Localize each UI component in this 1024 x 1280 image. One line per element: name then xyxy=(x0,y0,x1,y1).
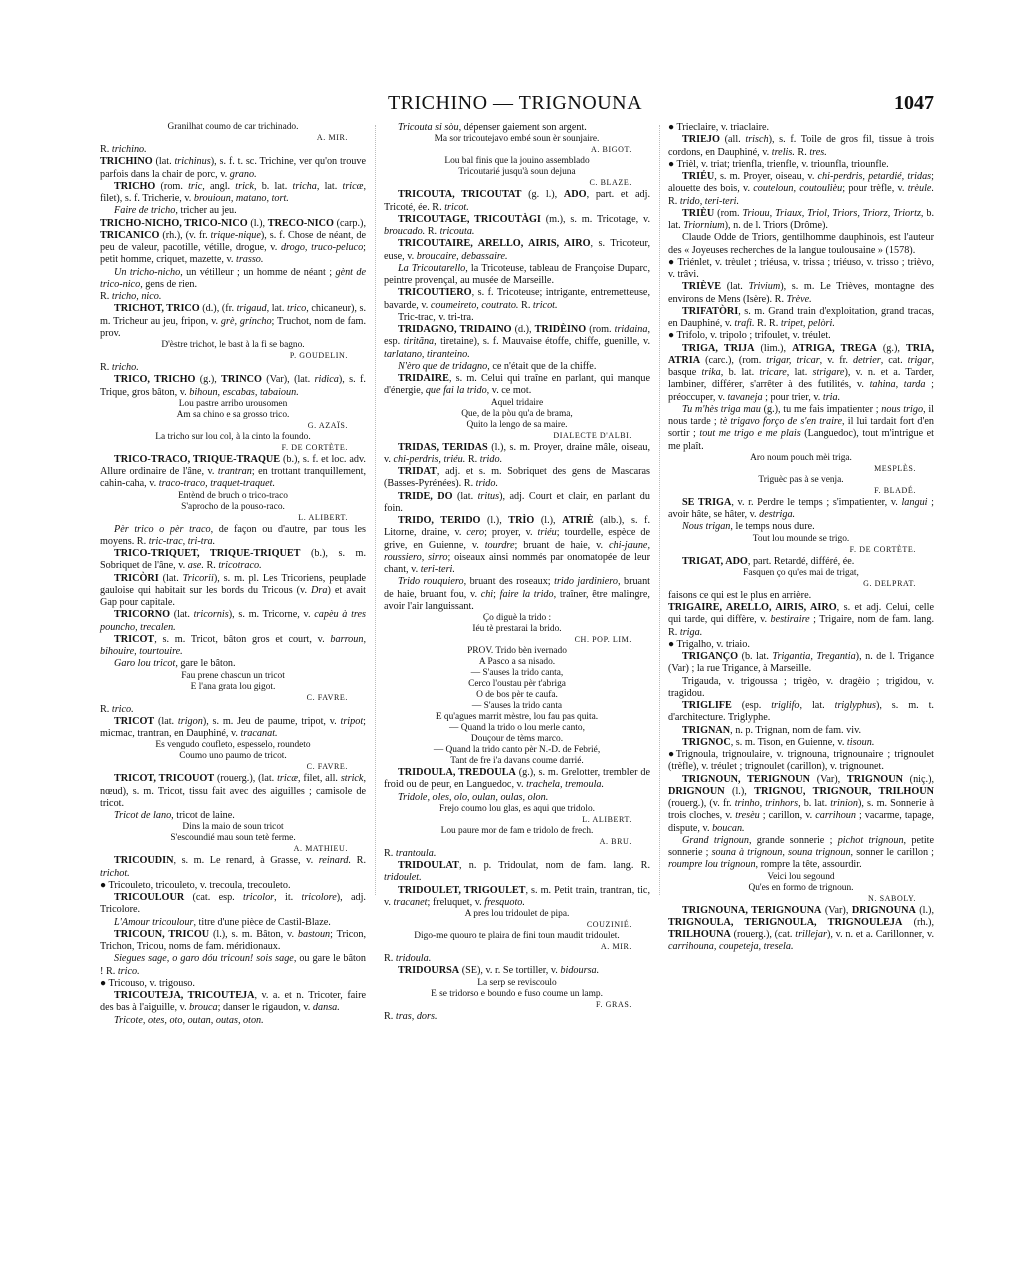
dictionary-entry: Trido rouquiero, bruant des roseaux; trido jardiniero, bruant de haie, bruant fou, v. chi; faire la trido, traîner, être malingre, avoir l'air languissant. xyxy=(384,576,650,612)
dictionary-entry: TRICOUTIERO, s. f. Tricoteuse; intrigante, entremetteuse, bavarde, v. coumeireto, coutrato. R. tricot. xyxy=(384,287,650,311)
page-number: 1047 xyxy=(894,92,934,114)
quotation-line: Veici lou segound xyxy=(767,871,835,882)
dictionary-entry: TRIDAT, adj. et s. m. Sobriquet des gens de Mascaras (Basses-Pyrénées). R. trido. xyxy=(384,466,650,490)
dictionary-entry: Tricot de lano, tricot de laine. xyxy=(114,810,235,821)
quotation-line: Dins la maio de soun tricot xyxy=(182,822,284,833)
dictionary-entry: TRIDAGNO, TRIDAINO (d.), TRIDÈINO (rom. tridaina, esp. tiritãna, tiretaine), s. f. Mauvaise étoffe, chiffe, guenille, v. tarlatano, tiranteino. xyxy=(384,324,650,360)
quotation-author: F. DE CORTÈTE. xyxy=(849,544,916,554)
dictionary-entry: TRICOUTAGE, TRICOUTÀGI (m.), s. m. Tricotage, v. broucado. R. tricouta. xyxy=(384,213,650,237)
quotation-author: A. BRU. xyxy=(599,836,632,846)
quotation-line: Tricoutarié jusqu'à soun dejuna xyxy=(458,167,576,178)
quotation-author: F. DE CORTÈTE. xyxy=(281,442,348,452)
column-left xyxy=(100,122,366,1027)
dictionary-entry: TRICOUTEJA, TRICOUTEJA, v. a. et n. Tricoter, faire des bas à l'aiguille, v. brouca; danser le rigaudon, v. dansa. xyxy=(100,990,366,1014)
quotation-line: Tout lou mounde se trigo. xyxy=(752,533,850,544)
dictionary-entry: TRICOULOUR (cat. esp. tricolor, it. tricolore), adj. Tricolore. xyxy=(100,892,366,916)
dictionary-entry: ●Trignoula, trignoulaire, v. trignouna, trignounaire ; trignoulet (trèfle), v. tréulet ; trignoulet (carillon), v. trignounet. xyxy=(668,749,934,773)
quotation-line: — S'auses la trido canta xyxy=(471,701,563,711)
dictionary-entry: Grand trignoun, grande sonnerie ; pichot trignoun, petite sonnerie ; souna à trignoun, souna trignoun, sonner le carillon ; roumpre lou trignoun, rompre la tête, assourdir. xyxy=(668,834,935,871)
dictionary-entry: TRIDO, TERIDO (l.), TRÌO (l.), ATRIÈ (alb.), s. f. Litorne, draine, v. cero; proyer, v. triéu; tourdelle, espèce de grive, en Guienne, v. tourdre; bruant de haie, v. chi-jaune, roussiero, sirro; oiseaux ainsi nommés par onomatopée de leur chant, v. teri-teri. xyxy=(384,515,650,575)
dictionary-entry: TRIDOURSA (SE), v. r. Se tortiller, v. bidoursa. xyxy=(398,965,600,977)
quotation-line: Aro noum pouch mèi triga. xyxy=(750,452,852,463)
dictionary-entry: R. tras, dors. xyxy=(384,1010,438,1022)
dictionary-entry: Claude Odde de Triors, gentilhomme dauphinois, est l'auteur des « Joyeuses recherches de la langue toulousaine » (1578). xyxy=(668,232,934,256)
dictionary-entry: TRIDAS, TERIDAS (l.), s. m. Proyer, draine mâle, oiseau, v. chi-perdris, triéu. R. trido. xyxy=(384,441,650,465)
quotation-author: MESPLÈS. xyxy=(874,463,916,473)
dictionary-entry: TRIDOULAT, n. p. Tridoulat, nom de fam. lang. R. tridoulet. xyxy=(384,860,650,884)
quotation-author: CH. POP. LIM. xyxy=(574,635,632,644)
dictionary-entry: L'Amour tricoulour, titre d'une pièce de Castil-Blaze. xyxy=(114,916,331,928)
column-right xyxy=(668,122,934,954)
page-header xyxy=(100,92,934,122)
dictionary-entry: TRIEJO (all. trisch), s. f. Toile de gros fil, tissue à trois cordons, en Dauphiné, v. trelis. R. tres. xyxy=(668,134,934,158)
dictionary-entry: ● Triénlet, v. trèulet ; triéusa, v. trissa ; triéuso, v. trisso ; trièvo, v. trâvi. xyxy=(668,256,934,280)
quotation-line: Ma sor tricoutejavo embé soun èr sounjaire. xyxy=(434,134,600,145)
quotation-author: F. GRAS. xyxy=(596,999,632,1009)
quotation-line: Lou pastre arribo urousomen xyxy=(178,398,288,409)
dictionary-entry: TRIDOULET, TRIGOULET, s. m. Petit train, trantran, tic, v. tracanet; freluquet, v. fresquoto. xyxy=(384,884,650,908)
dictionary-entry: R. trichino. xyxy=(100,144,147,155)
dictionary-entry: TRIDE, DO (lat. tritus), adj. Court et clair, en parlant du foin. xyxy=(384,490,650,514)
dictionary-entry: TRICOT, s. m. Tricot, bâton gros et court, v. barroun, bihouire, tourtouire. xyxy=(100,633,366,657)
quotation-author: F. BLADÉ. xyxy=(874,485,916,495)
quotation-line: Douçour de tèms marco. xyxy=(470,734,564,744)
column-divider xyxy=(375,125,376,895)
dictionary-entry: Pèr trico o pèr traco, de façon ou d'autre, par tous les moyens. R. tric-trac, tri-tra. xyxy=(100,523,366,547)
dictionary-entry: TRIGLIFE (esp. triglifo, lat. triglyphus), s. m. t. d'architecture. Triglyphe. xyxy=(668,700,934,724)
dictionary-entry: TRICHO (rom. tric, angl. trick, b. lat. tricha, lat. tricæ, filet), s. f. Tricherie, v. brouioun, matano, tort. xyxy=(100,180,367,204)
dictionary-entry: Tricote, otes, oto, outan, outas, oton. xyxy=(114,1014,264,1026)
dictionary-entry: TRICHOT, TRICO (d.), (fr. trigaud, lat. trico, chicaneur), s. m. Tricheur au jeu, fripon, v. grè, gríncho; Truchot, nom de fam. prov. xyxy=(100,303,367,339)
quotation-line: O de bos pèr te caufa. xyxy=(476,690,558,700)
dictionary-entry: TRIGNOUN, TERIGNOUN (Var), TRIGNOUN (niç.), DRIGNOUN (l.), TRIGNOU, TRIGNOUR, TRILHOUN (rouerg.), (v. fr. trinho, trinhors, b. lat. trinion), s. m. Sonnerie à trois cloches, v. tresèu ; carillon, v. carrihoun ; vacarme, tapage, dispute, v. boucan. xyxy=(668,773,935,834)
dictionary-entry: R. tricho, nico. xyxy=(100,291,162,302)
quotation-author: N. SABOLY. xyxy=(868,893,916,903)
dictionary-entry: TRIGNOUNA, TERIGNOUNA (Var), DRIGNOUNA (l.), TRIGNOULA, TERIGNOULA, TRIGNOULEJA (rh.), TRILHOUNA (rouerg.), (cat. trillejar), v. n. et a. Carillonner, v. carrihouna, coupeteja, tresela. xyxy=(668,904,934,953)
dictionary-entry: ● Tricouleto, tricouleto, v. trecoula, trecouleto. xyxy=(100,879,291,891)
dictionary-entry: ● Trièl, v. triat; trienfla, trienfle, v. triounfla, triounfle. xyxy=(668,158,889,170)
quotation-line: Aquel tridaire xyxy=(490,397,544,408)
quotation-line: Ço diguè la trido : xyxy=(482,613,552,623)
dictionary-entry: TRIGNAN, n. p. Trignan, nom de fam. viv. xyxy=(682,724,862,736)
dictionary-entry: TRIÉU, s. m. Proyer, oiseau, v. chi-perdris, petardié, tridas; alouette des bois, v. couteloun, coutoulièu; pour trèfle, v. trèule. R. trido, teri-teri. xyxy=(668,171,934,207)
dictionary-entry: TRIGANÇO (b. lat. Trigantia, Tregantia), n. de l. Trigance (Var) ; la rue Trigance, à Marseille. xyxy=(668,651,935,675)
column-middle xyxy=(384,122,650,1023)
quotation-line: La tricho sur lou col, à la cinto la foundo. xyxy=(155,431,311,442)
dictionary-entry: TRICOUTA, TRICOUTAT (g. l.), ADO, part. et adj. Tricoté, ée. R. tricot. xyxy=(384,189,650,213)
dictionary-entry: Faire de tricho, tricher au jeu. xyxy=(114,205,237,217)
quotation-author: A. MATHIEU. xyxy=(293,844,348,854)
quotation-author: A. MIR. xyxy=(600,942,632,951)
dictionary-entry: Garo lou tricot, gare le bâton. xyxy=(114,658,236,670)
quotation-line: Iéu tè prestarai la brido. xyxy=(472,624,562,634)
quotation-line: S'aprocho de la pouso-raco. xyxy=(181,501,285,512)
quotation-line: — Quand la trido canto pèr N.-D. de Febrié, xyxy=(433,745,601,755)
dictionary-entry: Un tricho-nicho, un vétilleur ; un homme de néant ; gènt de trico-nico, gens de rien. xyxy=(100,266,367,290)
quotation-line: — S'auses la trido canta, xyxy=(470,668,564,678)
dictionary-entry: TRIGAT, ADO, part. Retardé, différé, ée. xyxy=(682,555,855,567)
dictionary-entry: Siegues sage, o garo dóu tricoun! sois sage, ou gare le bâton ! R. trico. xyxy=(100,953,366,977)
dictionary-entry: TRICOUDIN, s. m. Le renard, à Grasse, v. reinard. R. trichot. xyxy=(100,855,367,879)
quotation-author: A. MIR. xyxy=(316,133,348,142)
dictionary-entry: TRICO-TRACO, TRIQUE-TRAQUE (b.), s. f. et loc. adv. Allure ordinaire de l'âne, v. trantran; en trottant tranquillement, cahin-caha, v. traco-traco, traquet-traquet. xyxy=(100,453,366,490)
quotation-line: A pres lou tridoulet de pipa. xyxy=(464,909,570,919)
quotation-author: C. BLAZE. xyxy=(589,178,632,188)
dictionary-entry: TRIÈVE (lat. Trivium), s. m. Le Trièves, montagne des environs de Mens (Isère). R. Trève. xyxy=(668,281,934,305)
quotation-line: Tant de fre i'a davans coume darrié. xyxy=(450,756,584,766)
quotation-line: PROV. Trido bèn ivernado xyxy=(467,646,567,656)
dictionary-entry: R. tricho. xyxy=(100,362,139,373)
dictionary-entry: Nous trigan, le temps nous dure. xyxy=(682,521,815,533)
dictionary-entry: R. tridoula. xyxy=(384,953,432,964)
dictionary-entry: TRICO, TRICHO (g.), TRINCO (Var), (lat. ridica), s. f. Trique, gros bâton, v. bihoun, escabas, tabaioun. xyxy=(100,374,366,398)
quotation-line: Coumo uno paumo de tricot. xyxy=(179,751,287,762)
quotation-line: Lou paure mor de fam e tridolo de frech. xyxy=(440,825,594,836)
quotation-line: La serp se reviscoulo xyxy=(477,977,557,988)
dictionary-entry: R. trico. xyxy=(100,703,134,715)
dictionary-entry: TRIDAIRE, s. m. Celui qui traîne en parlant, qui manque d'énergie, que fai la trido, v. ce mot. xyxy=(384,373,650,397)
quotation-author: G. AZAÏS. xyxy=(307,420,348,430)
dictionary-entry: TRICOT, TRICOUOT (rouerg.), (lat. tricæ, filet, all. strick, nœud), s. m. Tricot, tissu fait avec des aiguilles ; camisole de tricot. xyxy=(100,773,366,809)
dictionary-entry: ● Tricouso, v. trigouso. xyxy=(100,977,195,989)
quotation-line: Frejo coumo lou glas, es aqui que tridolo. xyxy=(439,803,595,814)
quotation-line: S'escoundié mau soun tetè ferme. xyxy=(170,833,296,844)
quotation-line: Triguèc pas à se venja. xyxy=(758,474,844,485)
quotation-line: Granilhat coumo de car trichinado. xyxy=(167,122,299,132)
quotation-line: Am sa chino e sa grosso trico. xyxy=(176,409,290,420)
dictionary-entry: TRICHINO (lat. trichinus), s. f. t. sc. Trichine, ver qu'on trouve parfois dans la chair de porc, v. grano. xyxy=(100,156,366,180)
quotation-line: E se tridorso e boundo e fuso coume un lamp. xyxy=(431,988,603,999)
dictionary-entry: TRIDOULA, TREDOULA (g.), s. m. Grelotter, trembler de froid ou de peur, en Languedoc, v. trachela, tremoula. xyxy=(384,767,650,791)
quotation-author: P. GOUDELIN. xyxy=(289,351,348,360)
quotation-line: Es vengudo coufleto, espesselo, roundeto xyxy=(155,740,311,751)
dictionary-entry: TRICORNO (lat. tricornis), s. m. Tricorne, v. capèu à tres pouncho, trecalen. xyxy=(100,609,366,633)
dictionary-entry: TRIGA, TRIJA (lim.), ATRIGA, TREGA (g.), TRIA, ATRIA (carc.), (rom. trigar, tricar, v. fr. detrier, cat. trigar, basque trika, b. lat. tricare, lat. strigare), v. n. et a. Tarder, lambiner, différer, s'arrêter à des futilités, v. tahina, tarda ; préoccuper, v. tavaneja ; pour trier, v. tria. xyxy=(668,342,935,403)
quotation-author: COUZINIÉ. xyxy=(586,920,632,929)
quotation-line: — Quand la trido o lou merle canto, xyxy=(449,723,585,733)
dictionary-entry: TRIÈU (rom. Triouu, Triaux, Triol, Triors, Triorz, Triortz, b. lat. Triornium), n. de l. Triors (Drôme). xyxy=(668,207,935,231)
quotation-line: Cerco l'oustau pèr t'abriga xyxy=(468,679,566,689)
column-divider xyxy=(659,125,660,895)
dictionary-entry: Tridole, oles, olo, oulan, oulas, olon. xyxy=(398,791,549,803)
dictionary-entry: TRIFATÒRI, s. m. Grand train d'exploitation, grand tracas, en Dauphiné, v. trafi. R. R. tripet, pelòri. xyxy=(668,305,934,329)
quotation-author: L. ALIBERT. xyxy=(298,512,348,522)
dictionary-entry: Tricouta si sòu, dépenser gaiement son argent. xyxy=(398,122,587,133)
dictionary-entry: TRIGNOC, s. m. Tison, en Guienne, v. tisoun. xyxy=(682,736,875,748)
dictionary-entry: TRICOT (lat. trigon), s. m. Jeu de paume, tripot, v. tripot; micmac, trantran, en Dauphiné, v. tracanat. xyxy=(100,715,367,739)
quotation-author: DIALECTE D'ALBI. xyxy=(553,430,632,440)
quotation-author: G. DELPRAT. xyxy=(863,578,916,588)
dictionary-entry: SE TRIGA, v. r. Perdre le temps ; s'impatienter, v. langui ; avoir hâte, se hâter, v. destriga. xyxy=(668,496,934,520)
quotation-author: C. FAVRE. xyxy=(306,762,348,772)
dictionary-entry: TRICOUTAIRE, ARELLO, AIRIS, AIRO, s. Tricoteur, euse, v. broucaire, debassaire. xyxy=(384,238,650,262)
running-title: TRICHINO — TRIGNOUNA xyxy=(387,92,643,114)
quotation-line: D'èstre trichot, le bast à la fi se bagno. xyxy=(161,340,305,350)
dictionary-entry: Tu m'hès triga mau (g.), tu me fais impatienter ; nous trigo, il nous tarde ; tè trigavo forço de s'en traire, il lui tardait fort d'en sortir ; tout me trigo e me plais (Languedoc), tout m'intrigue et me plaît. xyxy=(668,403,935,452)
quotation-line: Digo-me quouro te plaira de fini toun maudit tridoulet. xyxy=(414,931,620,941)
quotation-author: L. ALIBERT. xyxy=(582,814,632,824)
quotation-author: C. FAVRE. xyxy=(306,692,348,702)
quotation-line: E l'ana grata lou gigot. xyxy=(190,681,276,692)
quotation-line: Entènd de bruch o trico-traco xyxy=(178,490,288,501)
dictionary-entry: TRICO-TRIQUET, TRIQUE-TRIQUET (b.), s. m. Sobriquet de l'âne, v. ase. R. tricotraco. xyxy=(100,548,366,572)
dictionary-entry: La Tricoutarello, la Tricoteuse, tableau de Françoise Duparc, peintre provençal, au musée de Marseille. xyxy=(384,262,650,286)
dictionary-entry: R. trantoula. xyxy=(384,847,437,859)
dictionary-entry: TRICÒRI (lat. Tricorii), s. m. pl. Les Tricoriens, peuplade gauloise qui habitait sur les bords du Tricous (v. Dra) et avait Gap pour capitale. xyxy=(100,572,367,608)
quotation-line: Fau prene chascun un tricot xyxy=(181,670,285,681)
dictionary-entry: TRIGAIRE, ARELLO, AIRIS, AIRO, s. et adj. Celui, celle qui tarde, qui diffère, v. bestiraire ; Trigaire, nom de fam. lang. R. triga. xyxy=(668,602,934,638)
dictionary-entry: TRICHO-NICHO, TRICO-NICO (l.), TRECO-NICO (carp.), TRICANICO (rh.), (v. fr. trique-nique), s. f. Chose de néant, de peu de valeur, pacotille, vétille, drogue, v. drogo, truco-peluco; petit homme, criquet, mazette, v. trasso. xyxy=(100,217,367,266)
quotation-line: Fasquen ço qu'es mai de trigat, xyxy=(743,567,859,578)
quotation-line: E qu'agues marrit mèstre, lou fau pas quita. xyxy=(435,712,599,722)
dictionary-entry: ● Trifolo, v. tripolo ; trifoulet, v. tréulet. xyxy=(668,330,831,342)
dictionary-entry: TRICOUN, TRICOU (l.), s. m. Bâton, v. bastoun; Tricon, Trichon, Tricou, noms de fam. méridionaux. xyxy=(100,928,366,952)
dictionary-entry: faisons ce qui est le plus en arrière. xyxy=(668,589,812,601)
dictionary-entry: ● Trigalho, v. triaio. xyxy=(668,638,750,650)
quotation-line: Lou bal finis que la jouino assemblado xyxy=(444,156,590,167)
quotation-line: Qu'es en formo de trignoun. xyxy=(748,882,854,893)
dictionary-entry: N'èro que de tridagno, ce n'était que de la chiffe. xyxy=(398,360,597,372)
quotation-line: A Pasco a sa nisado. xyxy=(478,657,556,667)
dictionary-entry: Trigauda, v. trigoussa ; trigèo, v. dragèio ; trigidou, v. tragidou. xyxy=(668,675,934,699)
quotation-line: Quito la lengo de sa maire. xyxy=(466,419,568,430)
quotation-author: A. BIGOT. xyxy=(590,145,632,155)
dictionary-entry: ● Trieclaire, v. triaclaire. xyxy=(668,122,770,133)
quotation-line: Que, de la pòu qu'a de brama, xyxy=(461,408,573,419)
dictionary-entry: Tric-trac, v. tri-tra. xyxy=(398,311,474,323)
